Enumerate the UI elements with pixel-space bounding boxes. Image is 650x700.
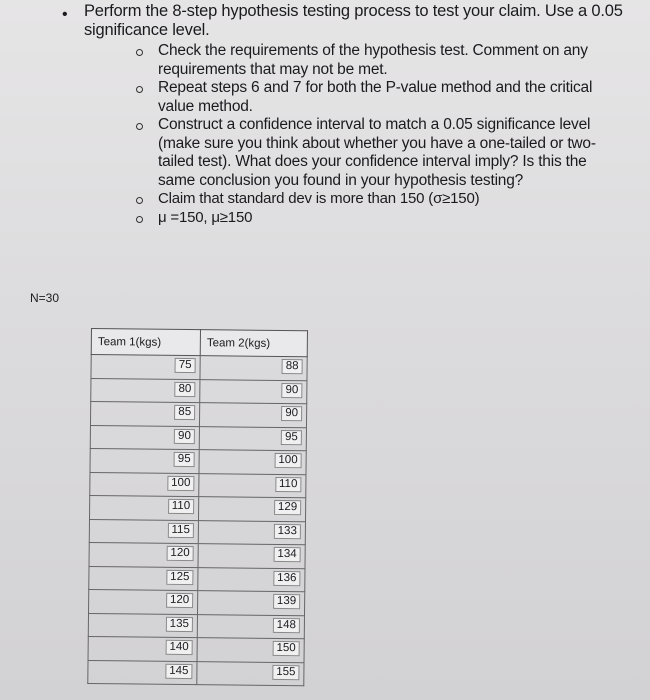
- table-cell: [89, 542, 198, 567]
- cell-value: 139: [273, 594, 300, 609]
- table-cell: [89, 495, 198, 520]
- table-cell: [88, 660, 197, 685]
- column-header-team2: Team 2(kgs): [200, 330, 307, 357]
- table-cell: [199, 450, 306, 475]
- cell-value: 90: [174, 428, 195, 443]
- cell-value: 155: [272, 664, 299, 679]
- sub-instruction: [136, 42, 621, 79]
- table-row: [88, 660, 304, 686]
- cell-value: 110: [168, 499, 194, 514]
- cell-value: 95: [281, 429, 302, 444]
- cell-value: 88: [282, 359, 303, 374]
- cell-value: 120: [166, 593, 193, 608]
- table-cell: [198, 567, 305, 592]
- sub-instruction-text: μ =150, μ≥150: [158, 208, 253, 226]
- table-cell: [91, 378, 200, 403]
- cell-value: 85: [174, 405, 195, 420]
- cell-value: 150: [272, 641, 299, 656]
- sub-instruction-text: Repeat steps 6 and 7 for both the P-value method and the critical value method.: [158, 79, 593, 115]
- table-cell: [200, 356, 307, 381]
- table-row: [89, 542, 305, 568]
- table-cell: [199, 403, 306, 428]
- table-cell: [89, 566, 198, 591]
- table-row: [89, 495, 305, 521]
- circle-bullet-icon: [136, 216, 143, 223]
- table-cell: [89, 589, 198, 614]
- cell-value: 148: [273, 617, 300, 632]
- cell-value: 136: [273, 570, 300, 585]
- table-row: [88, 613, 304, 639]
- sub-instruction: [136, 79, 621, 116]
- cell-value: 115: [167, 522, 193, 537]
- cell-value: 134: [273, 547, 300, 562]
- cell-value: 110: [275, 476, 301, 491]
- table-cell: [197, 661, 304, 686]
- table-cell: [197, 638, 304, 663]
- cell-value: 95: [174, 452, 195, 467]
- cell-value: 80: [174, 381, 195, 396]
- cell-value: 120: [166, 546, 193, 561]
- cell-value: 125: [166, 569, 193, 584]
- cell-value: 129: [274, 500, 301, 515]
- table-cell: [198, 520, 305, 545]
- main-instruction: Perform the 8-step hypothesis testing process to test your claim. Use a 0.05 significance level.: [84, 2, 623, 39]
- table-row: [89, 519, 305, 545]
- cell-value: 100: [167, 475, 194, 490]
- table-row: [89, 566, 305, 592]
- table-row: [88, 636, 304, 662]
- table-header-row: [91, 329, 307, 357]
- table-cell: [198, 544, 305, 569]
- table-cell: [90, 448, 199, 473]
- circle-bullet-icon: [136, 197, 143, 204]
- table-row: [90, 402, 306, 428]
- table-row: [90, 472, 306, 498]
- table-cell: [198, 591, 305, 616]
- sub-instruction: [136, 190, 621, 209]
- table-cell: [90, 402, 199, 427]
- sample-size-label: N=30: [30, 291, 60, 305]
- sub-instruction: [136, 116, 621, 190]
- cell-value: 145: [165, 663, 192, 678]
- table-cell: [200, 379, 307, 404]
- table-cell: [197, 614, 304, 639]
- column-header-team1: Team 1(kgs): [91, 329, 200, 356]
- table-cell: [199, 473, 306, 498]
- table-row: [89, 589, 305, 615]
- circle-bullet-icon: [136, 49, 143, 56]
- table-row: [91, 355, 307, 381]
- table-row: [90, 425, 306, 451]
- circle-bullet-icon: [136, 86, 143, 93]
- table-cell: [90, 472, 199, 497]
- sub-instruction-text: Check the requirements of the hypothesis test. Comment on any requirements that may not be met.: [158, 42, 588, 78]
- circle-bullet-icon: [136, 123, 143, 130]
- table-cell: [88, 636, 197, 661]
- table-row: [91, 378, 307, 404]
- cell-value: 140: [165, 640, 192, 655]
- table-cell: [88, 613, 197, 638]
- table-cell: [91, 355, 200, 380]
- table-cell: [90, 425, 199, 450]
- sub-instruction-list: [136, 42, 621, 227]
- cell-value: 133: [274, 523, 301, 538]
- cell-value: 135: [166, 616, 193, 631]
- sub-instruction-text: Claim that standard dev is more than 150 (σ≥150): [158, 190, 480, 207]
- sub-instruction-text: Construct a confidence interval to match a 0.05 significance level (make sure you think about whether you have a one-tailed or two-tailed test). What does your confidence interval imply? Is this the same conclusion you found in your hypothesis testing?: [158, 116, 596, 189]
- cell-value: 100: [274, 453, 301, 468]
- table-cell: [198, 497, 305, 522]
- table-row: [90, 448, 306, 474]
- bullet-icon: •: [62, 6, 68, 23]
- table-cell: [199, 426, 306, 451]
- table-cell: [89, 519, 198, 544]
- cell-value: 75: [175, 358, 196, 373]
- cell-value: 90: [281, 382, 302, 397]
- cell-value: 90: [281, 406, 302, 421]
- sub-instruction: [136, 209, 621, 228]
- data-table: [87, 328, 308, 686]
